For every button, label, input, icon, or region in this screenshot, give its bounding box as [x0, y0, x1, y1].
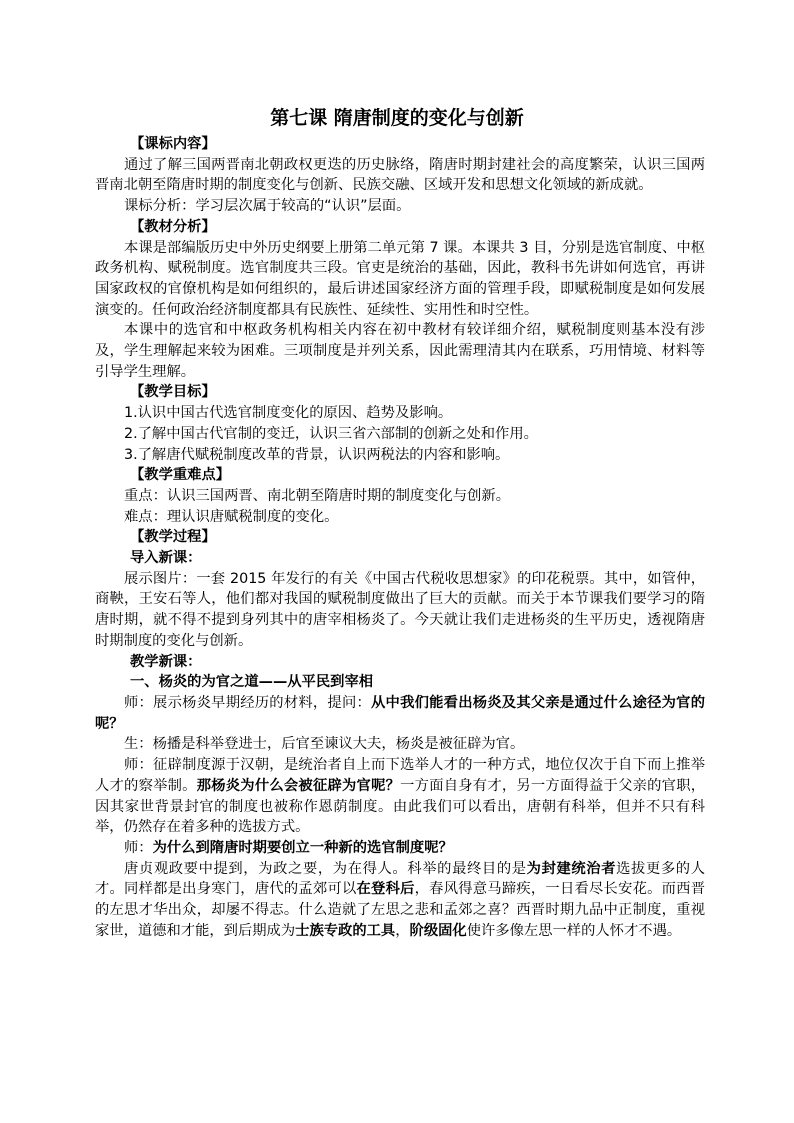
teacher-text: 师：征辟制度源于汉朝，是统治者自上而下选举人才的一种方式，地位仅次于自下而上推举人才的察举制。 [95, 757, 705, 794]
heading-jiaocai: 【教材分析】 [130, 218, 216, 235]
heading-mubiao: 【教学目标】 [130, 384, 216, 401]
kebiao-analysis: 课标分析：学习层次属于较高的“认识”层面。 [124, 198, 411, 215]
objective-item: 1.认识中国古代选官制度变化的原因、趋势及影响。 [124, 405, 453, 422]
jiaocai-paragraph-2: 本课中的选官和中枢政务机构相关内容在初中教材有较详细介绍，赋税制度则基本没有涉及，学生理解起来较为困难。三项制度是并列关系，因此需理清其内在联系，巧用情境、材料等引导学生理解。 [95, 322, 705, 380]
jiaocai-paragraph-1: 本课是部编版历史中外历史纲要上册第二单元第 7 课。本课共 3 目，分别是选官制度、中枢政务机构、赋税制度。选官制度共三段。官吏是统治的基础，因此，教科书先讲如何选官，再讲国家政权的官僚机构是如何组织的，最后讲述国家经济方面的管理手段，即赋税制度是如何发展演变的。任何政治经济制度都具有民族性、延续性、实用性和时空性。 [95, 239, 705, 318]
body-text: ， [395, 922, 410, 939]
student-answer: 生：杨播是科举登进士，后官至谏议大夫，杨炎是被征辟为官。 [124, 736, 525, 753]
emphasis-question: 那杨炎为什么会被征辟为官呢？ [196, 777, 401, 794]
document-body [95, 134, 705, 941]
page-title: 第七课 隋唐制度的变化与创新 [270, 107, 524, 129]
intro-label: 导入新课： [130, 550, 202, 567]
body-text: 唐贞观政要中提到，为政之要，为在得人。科举的最终目的是 [124, 860, 527, 877]
emphasis-text: 为封建统治者 [526, 860, 617, 877]
intro-paragraph: 展示图片：一套 2015 年发行的有关《中国古代税收思想家》的印花税票。其中，如管仲，商鞅，王安石等人，他们都对我国的赋税制度做出了巨大的贡献。而关于本节课我们要学习的隋唐时期，就不得不提到身列其中的唐宰相杨炎了。今天就让我们走进杨炎的生平历史，透视隋唐时期制度的变化与创新。 [95, 570, 705, 649]
emphasis-text: 在登科后 [356, 881, 415, 898]
section-one-heading: 一、杨炎的为官之道——从平民到宰相 [130, 674, 374, 691]
teacher-explanation [95, 755, 705, 838]
teacher-text: 一方面自身有才，另一方面得益于父亲的官职，因其家世背景封官的制度也被称作恩荫制度。由此我们可以看出，唐朝有科举，但并不只有科举，仍然存在着多种的选拔方式。 [95, 777, 706, 836]
body-text: 选拔更多的人才。同样都是出身寒门，唐代的孟郊可以 [95, 860, 706, 898]
body-text: 使许多像左思一样的人怀才不遇。 [466, 922, 682, 939]
difficult-point: 难点：理认识唐赋税制度的变化。 [124, 508, 339, 525]
heading-kebiao: 【课标内容】 [130, 136, 216, 152]
heading-zhongnan: 【教学重难点】 [130, 467, 231, 484]
emphasis-question: 从中我们能看出杨炎及其父亲是通过什么途径为官的呢？ [95, 694, 706, 732]
key-point: 重点：认识三国两晋、南北朝至隋唐时期的制度变化与创新。 [124, 487, 511, 504]
heading-guocheng: 【教学过程】 [130, 529, 216, 546]
objective-item: 3.了解唐代赋税制度改革的背景，认识两税法的内容和影响。 [124, 446, 510, 463]
body-text: ，春风得意马蹄疾，一日看尽长安花。而西晋的左思才华出众，却屡不得志。什么造就了左思之悲和孟郊之喜？西晋时期九品中正制度，重视家世，道德和才能，到后期成为 [95, 881, 706, 939]
new-lesson-label: 教学新课： [130, 653, 202, 670]
emphasis-text: 士族专政的工具 [295, 922, 396, 939]
emphasis-question: 为什么到隋唐时期要创立一种新的选官制度呢？ [152, 839, 453, 856]
objective-item: 2.了解中国古代官制的变迁，认识三省六部制的创新之处和作用。 [124, 425, 538, 442]
emphasis-text: 阶级固化 [409, 922, 467, 939]
teacher-question-1 [95, 693, 705, 734]
teacher-text: 师： [124, 839, 153, 856]
teacher-question-2 [95, 838, 705, 859]
analysis-paragraph [95, 859, 705, 942]
teacher-text: 师：展示杨炎早期经历的材料，提问： [124, 694, 372, 711]
kebiao-paragraph: 通过了解三国两晋南北朝政权更迭的历史脉络，隋唐时期封建社会的高度繁荣，认识三国两晋南北朝至隋唐时期的制度变化与创新、民族交融、区域开发和思想文化领域的新成就。 [95, 156, 705, 194]
